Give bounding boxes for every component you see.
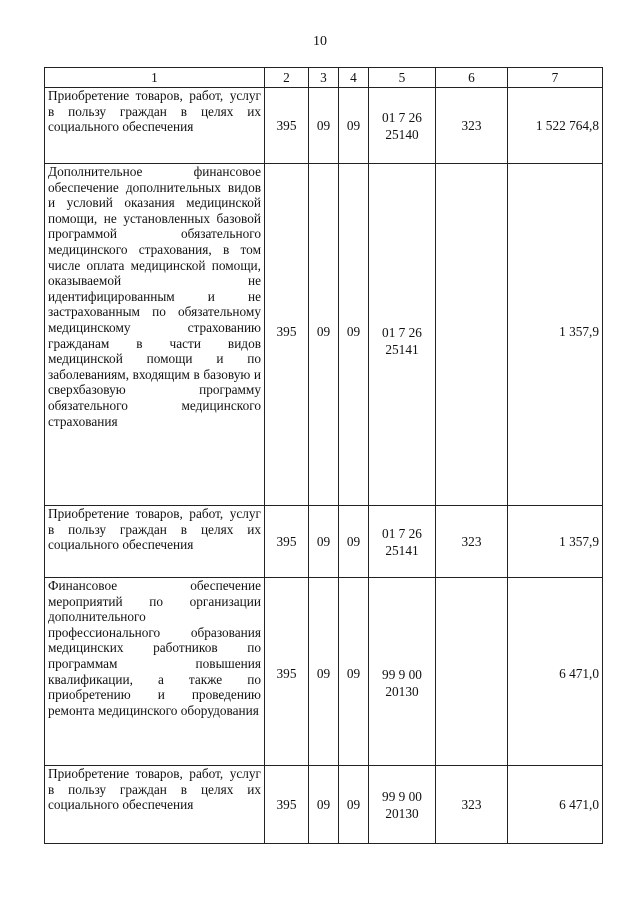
row-name: Дополнительное финансовое обеспечение дополнительных видов и условий оказания медицинской помощи, не установленных базовой программой обязательного медицинского страхования, в том числе оплата медицинской помощи, оказываемой не идентифицированным и не застрахованным по обязательному медицинскому страхованию гражданам в части видов медицинской помощи и по заболеваниям, входящим в базовую и сверхбазовую программу обязательного медицинского страхования [45, 164, 265, 506]
row-cs [369, 766, 436, 844]
row-gr: 395 [265, 164, 309, 506]
row-cs-line2: 25141 [385, 542, 419, 558]
row-vr: 323 [436, 766, 508, 844]
row-pr: 09 [339, 164, 369, 506]
row-cs-line1: 99 9 00 [382, 788, 422, 804]
row-rz: 09 [309, 578, 339, 766]
row-cs-line2: 20130 [385, 684, 419, 699]
row-rz: 09 [309, 506, 339, 578]
row-pr: 09 [339, 578, 369, 766]
row-vr: 323 [436, 88, 508, 164]
row-vr: 323 [436, 506, 508, 578]
header-row [45, 68, 603, 88]
row-rz: 09 [309, 88, 339, 164]
row-sum: 1 357,9 [508, 506, 603, 578]
header-col-3: 3 [309, 68, 339, 88]
row-sum: 1 522 764,8 [508, 88, 603, 164]
row-pr: 09 [339, 88, 369, 164]
row-sum: 1 357,9 [508, 164, 603, 506]
header-col-6: 6 [436, 68, 508, 88]
table-row [45, 766, 603, 844]
header-col-4: 4 [339, 68, 369, 88]
row-cs-line2: 20130 [385, 805, 419, 821]
row-cs [369, 578, 436, 766]
row-cs-line2: 25140 [385, 126, 419, 142]
header-col-1: 1 [45, 68, 265, 88]
row-sum: 6 471,0 [508, 766, 603, 844]
row-pr: 09 [339, 766, 369, 844]
row-name: Приобретение товаров, работ, услуг в пользу граждан в целях их социального обеспечения [45, 766, 265, 844]
row-name: Приобретение товаров, работ, услуг в пользу граждан в целях их социального обеспечения [45, 506, 265, 578]
row-cs-line1: 01 7 26 [382, 525, 422, 541]
row-cs [369, 88, 436, 164]
table-row [45, 578, 603, 766]
row-pr: 09 [339, 506, 369, 578]
table-row [45, 506, 603, 578]
row-vr [436, 578, 508, 766]
table-row [45, 88, 603, 164]
row-vr [436, 164, 508, 506]
row-cs-line1: 99 9 00 [382, 667, 422, 682]
table-row [45, 164, 603, 506]
row-gr: 395 [265, 506, 309, 578]
header-col-7: 7 [508, 68, 603, 88]
row-gr: 395 [265, 88, 309, 164]
budget-table [44, 67, 603, 844]
row-rz: 09 [309, 766, 339, 844]
row-sum: 6 471,0 [508, 578, 603, 766]
row-gr: 395 [265, 578, 309, 766]
row-rz: 09 [309, 164, 339, 506]
row-gr: 395 [265, 766, 309, 844]
row-cs [369, 506, 436, 578]
row-name: Финансовое обеспечение мероприятий по организации дополнительного профессионального образования медицинских работников по программам повышения квалификации, а также по приобретению и проведению ремонта медицинского оборудования [45, 578, 265, 766]
header-col-5: 5 [369, 68, 436, 88]
row-cs [369, 164, 436, 506]
row-name: Приобретение товаров, работ, услуг в пользу граждан в целях их социального обеспечения [45, 88, 265, 164]
page-number: 10 [313, 34, 327, 49]
row-cs-line2: 25141 [385, 342, 419, 357]
row-cs-line1: 01 7 26 [382, 325, 422, 340]
row-cs-line1: 01 7 26 [382, 109, 422, 125]
header-col-2: 2 [265, 68, 309, 88]
